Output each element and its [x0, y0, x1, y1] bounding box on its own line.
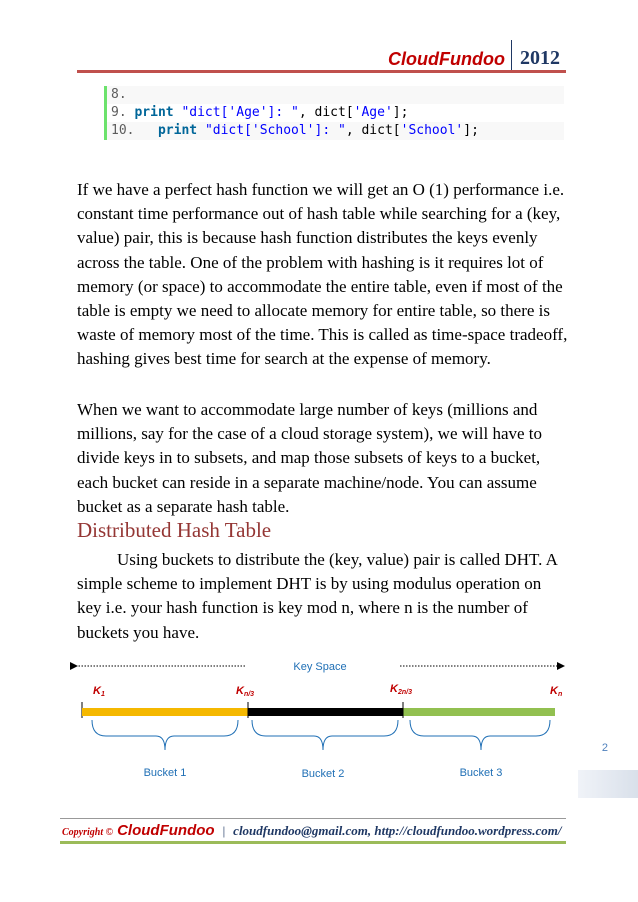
page-tab	[578, 770, 638, 798]
code-token: ];	[463, 123, 479, 138]
footer-contact: cloudfundoo@gmail.com, http://cloudfundoo.wordpress.com/	[233, 823, 562, 838]
code-token: "dict['Age']: "	[181, 105, 299, 120]
code-token	[142, 123, 158, 138]
paragraph-hashing-performance: If we have a perfect hash function we will get an O (1) performance i.e. constant time performance out of hash table while searching for a (key, value) pair, this is because hash function distributes the keys evenly across the table. One of the problem with hashing is it requires lot of memory (or space) to accommodate the entire table, even if most of the table is empty we need to allocate memory for entire table, so there is waste of memory most of the time. This is called as time-space tradeoff, hashing gives best time for search at the expense of memory.	[77, 180, 568, 369]
key-label-k1: K1	[93, 685, 105, 698]
bucket-3-brace	[410, 720, 550, 750]
code-token: print	[157, 123, 198, 138]
code-token: 'Age'	[353, 105, 393, 120]
code-token: "dict['School']: "	[204, 123, 346, 138]
section-heading: Distributed Hash Table	[77, 518, 272, 542]
code-token: , dict[	[298, 105, 354, 120]
bucket-2-brace	[252, 720, 398, 750]
code-line-number: 9.	[111, 105, 127, 120]
code-token	[197, 123, 205, 138]
code-token: ];	[392, 105, 409, 120]
page-footer	[62, 822, 566, 839]
code-token: print	[134, 105, 174, 120]
code-token: , dict[	[345, 123, 401, 138]
footer-copyright: Copyright ©	[62, 827, 114, 838]
code-line	[107, 86, 564, 104]
paragraph-dht: Using buckets to distribute the (key, value) pair is called DHT. A simple scheme to implement DHT is by using modulus operation on key i.e. your hash function is key mod n, where n is the number of buckets you have.	[77, 550, 558, 642]
bucket-3-label: Bucket 3	[459, 767, 503, 779]
code-token: 'School'	[400, 123, 464, 138]
footer-accent-rule	[60, 841, 566, 844]
code-line	[107, 122, 564, 140]
key-label-k2n3: K2n/3	[390, 683, 412, 696]
footer-brand: CloudFundoo	[117, 822, 215, 839]
bucket-2-label: Bucket 2	[301, 768, 345, 780]
page-header	[388, 40, 560, 70]
key-label-kn3: Kn/3	[236, 685, 255, 698]
key-space-title: Key Space	[293, 661, 347, 673]
bucket-1-segment	[82, 708, 248, 716]
paragraph-buckets: When we want to accommodate large number of keys (millions and millions, say for the case of a cloud storage system), we will have to divide keys in to subsets, and map those subsets of keys to a bucket, each bucket can reside in a separate machine/node. You can assume bucket as a separate hash table.	[77, 400, 543, 516]
bucket-3-segment	[403, 708, 555, 716]
header-year: 2012	[520, 47, 560, 69]
footer-separator: |	[222, 823, 226, 838]
bucket-2-segment	[248, 708, 403, 716]
code-line	[107, 104, 564, 122]
header-brand: CloudFundoo	[388, 49, 505, 69]
footer-rule	[60, 818, 566, 819]
code-line-number: 10.	[111, 123, 135, 138]
header-rule	[77, 70, 566, 73]
page-number: 2	[601, 742, 608, 754]
key-space-diagram	[60, 650, 580, 790]
code-block	[104, 86, 564, 140]
code-line-number: 8.	[111, 87, 127, 102]
key-label-kn: Kn	[550, 685, 563, 698]
bucket-1-label: Bucket 1	[143, 767, 187, 779]
bucket-1-brace	[92, 720, 238, 750]
